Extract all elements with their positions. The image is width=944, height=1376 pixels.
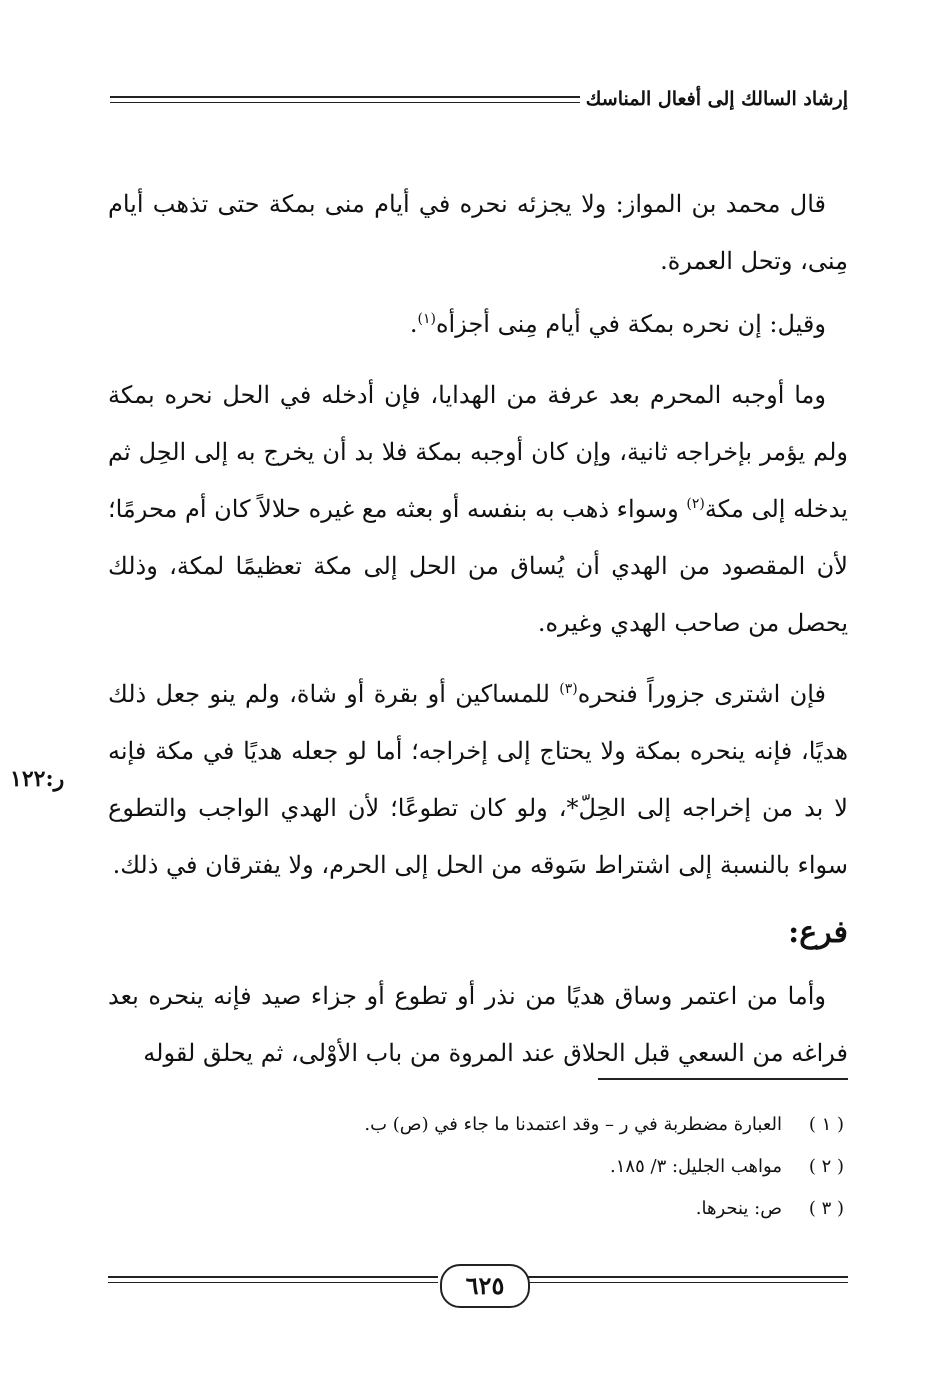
footnote-number: ( ١ ) [808,1114,844,1135]
running-header [110,86,848,116]
footnote-ref-3[interactable]: (٣) [559,681,578,697]
footnote-separator [598,1078,848,1080]
footnote-number: ( ٣ ) [808,1198,844,1219]
section-heading-far: فرع: [788,915,848,950]
main-text [108,176,848,1096]
footnotes [104,1104,844,1230]
paragraph-jazur: فإن اشترى جزوراً فنحره$^{(٣)}$ للمساكين أو بقرة أو شاة، ولم ينو جعل ذلك هديًا، فإنه ينحره بمكة ولا يحتاج إلى إخراجه؛ أما لو جعله هديًا في مكة فإنه لا بد من إخراجه إلى الحِلّ*، ولو كان تطوعًا؛ لأن الهدي الواجب والتطوع سواء بالنسبة إلى اشتراط سَوقه من الحل إلى الحرم، ولا يفترقان في ذلك. [108,680,848,879]
footer-rule-right [528,1276,848,1290]
page-number: ٦٢٥ [440,1264,530,1308]
paragraph-qila: وقيل: إن نحره بمكة في أيام مِنى أجزأه$^{(١)}$. [409,310,826,338]
footnote-ref-1[interactable]: (١) [417,311,436,327]
header-rule [110,96,580,107]
footnote-item [104,1146,844,1188]
footnote-text: العبارة مضطربة في ر – وقد اعتمدنا ما جاء في (ص) ب. [364,1114,782,1135]
footnote-ref-2[interactable]: (٢) [686,496,705,512]
footnote-number: ( ٢ ) [808,1156,844,1177]
paragraph-hadaya: وما أوجبه المحرم بعد عرفة من الهدايا، فإن أدخله في الحل نحره بمكة ولم يؤمر بإخراجه ثانية، وإن كان أوجبه بمكة فلا بد أن يخرج به إلى الحِل ثم يدخله إلى مكة$^{(٢)}$ وسواء ذهب به بنفسه أو بعثه مع غيره حلالاً كان أم محرمًا؛ لأن المقصود من الهدي أن يُساق من الحل إلى مكة تعظيمًا لمكة، وذلك يحصل من صاحب الهدي وغيره. [107,381,848,637]
footnote-text: ص: ينحرها. [695,1198,782,1219]
footnote-text: مواهب الجليل: ٣/ ١٨٥. [610,1156,782,1177]
margin-reference-note: ر:١٢٢ [10,766,65,792]
footnote-item [104,1104,844,1146]
footnote-item [104,1188,844,1230]
book-title: إرشاد السالك إلى أفعال المناسك [585,88,848,110]
paragraph-ibn-al-mawwaz: قال محمد بن المواز: ولا يجزئه نحره في أيام منى بمكة حتى تذهب أيام مِنى، وتحل العمرة. [108,190,848,275]
paragraph-umrah: وأما من اعتمر وساق هديًا من نذر أو تطوع أو جزاء صيد فإنه ينحره بعد فراغه من السعي قبل الحلاق عند المروة من باب الأوْلى، ثم يحلق لقوله [108,982,848,1067]
footer-rule-left [108,1276,438,1290]
